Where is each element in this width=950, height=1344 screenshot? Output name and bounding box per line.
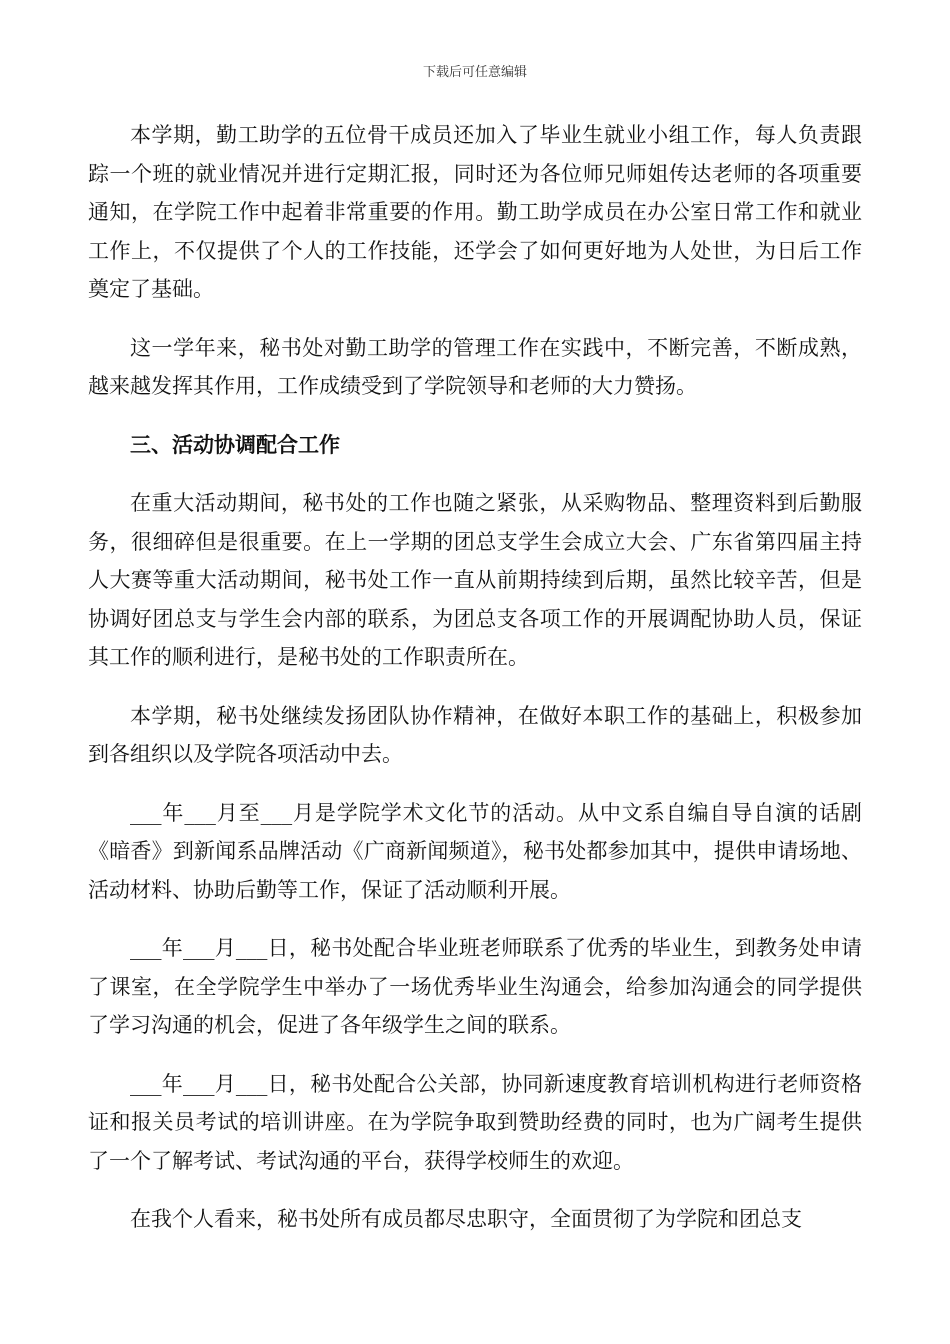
- header-note: 下载后可任意编辑: [422, 65, 527, 80]
- paragraph-work-study-summary: 这一学年来，秘书处对勤工助学的管理工作在实践中，不断完善，不断成熟，越来越发挥其作用，工作成绩受到了学院领导和老师的大力赞扬。: [88, 335, 862, 398]
- paragraph-major-events: 在重大活动期间，秘书处的工作也随之紧张，从采购物品、整理资料到后勤服务，很细碎但是很重要。在上一学期的团总支学生会成立大会、广东省第四届主持人大赛等重大活动期间，秘书处工作一直从前期持续到后期，虽然比较辛苦，但是协调好团总支与学生会内部的联系，为团总支各项工作的开展调配协助人员，保证其工作的顺利进行，是秘书处的工作职责所在。: [88, 491, 862, 669]
- paragraph-training-lecture: ___年___月___日，秘书处配合公关部，协同新速度教育培训机构进行老师资格证和报关员考试的培训讲座。在为学院争取到赞助经费的同时，也为广阔考生提供了一个了解考试、考试沟通的平台，获得学校师生的欢迎。: [88, 1071, 862, 1173]
- paragraph-work-study-employment: 本学期，勤工助学的五位骨干成员还加入了毕业生就业小组工作，每人负责跟踪一个班的就业情况并进行定期汇报，同时还为各位师兄师姐传达老师的各项重要通知，在学院工作中起着非常重要的作用。勤工助学成员在办公室日常工作和就业工作上，不仅提供了个人的工作技能，还学会了如何更好地为人处世，为日后工作奠定了基础。: [88, 123, 862, 301]
- section-heading-activity-coordination: 三、活动协调配合工作: [130, 431, 340, 457]
- paragraph-teamwork: 本学期，秘书处继续发扬团队协作精神，在做好本职工作的基础上，积极参加到各组织以及学院各项活动中去。: [88, 703, 862, 766]
- document-body: [88, 116, 862, 1239]
- paragraph-personal-view: 在我个人看来，秘书处所有成员都尽忠职守，全面贯彻了为学院和团总支: [130, 1207, 802, 1231]
- paragraph-graduate-meeting: ___年___月___日，秘书处配合毕业班老师联系了优秀的毕业生，到教务处申请了课室，在全学院学生中举办了一场优秀毕业生沟通会，给参加沟通会的同学提供了学习沟通的机会，促进了各年级学生之间的联系。: [88, 936, 862, 1037]
- paragraph-culture-festival: ___年___月至___月是学院学术文化节的活动。从中文系自编自导自演的话剧《暗香》到新闻系品牌活动《广商新闻频道》，秘书处都参加其中，提供申请场地、活动材料、协助后勤等工作，保证了活动顺利开展。: [88, 800, 862, 902]
